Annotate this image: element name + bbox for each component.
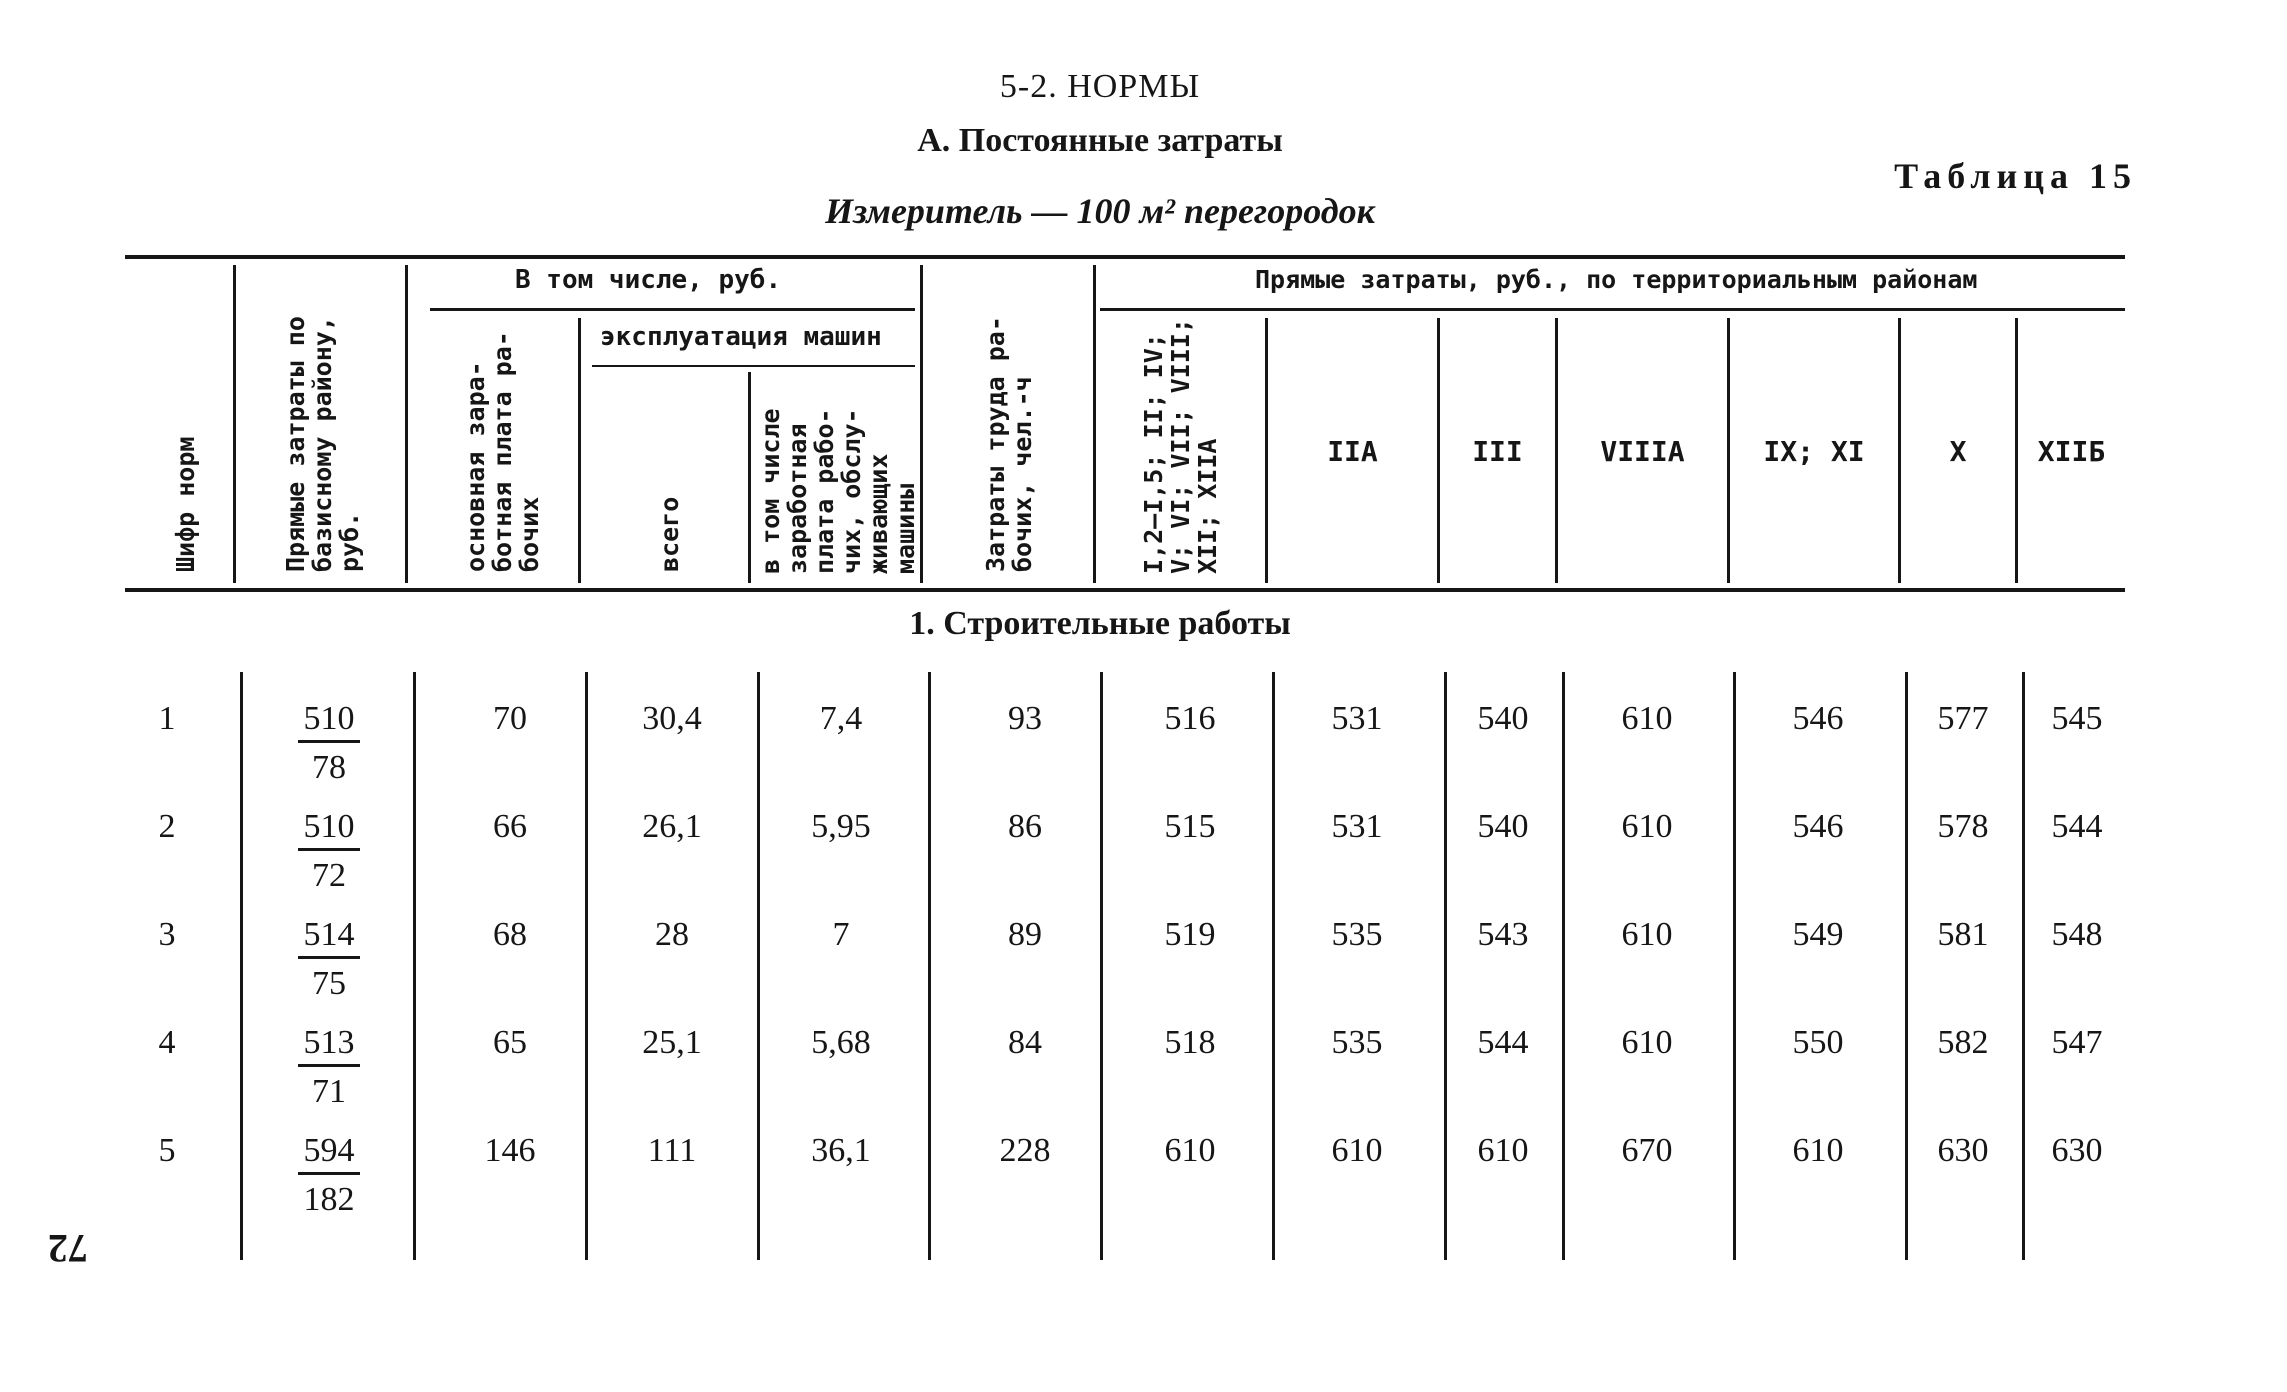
cell-region-1: 518 (1164, 1024, 1216, 1061)
body-divider (1272, 672, 1275, 1260)
body-divider (585, 672, 588, 1260)
col-head-text: основная зара- (461, 361, 490, 572)
cell-direct-base (284, 1132, 374, 1219)
cell-code: 2 (158, 808, 176, 845)
cell-region-iia: 531 (1331, 808, 1383, 845)
page-number: 72 (48, 1226, 88, 1271)
cell-region-iia: 535 (1331, 916, 1383, 953)
col-head-region-viiia: VIIIA (1600, 435, 1685, 468)
col-head-text: машины (891, 483, 920, 574)
cell-region-iia: 610 (1331, 1132, 1383, 1169)
col-head-code (172, 437, 199, 572)
section-title: 1. Строительные работы (909, 605, 1291, 642)
cell-direct-base (284, 916, 374, 1003)
cell-region-x: 582 (1937, 1024, 1989, 1061)
cell-region-x: 630 (1937, 1132, 1989, 1169)
col-head-text: руб. (335, 511, 364, 572)
cell-direct-base (284, 1024, 374, 1111)
cell-wages: 65 (493, 1024, 527, 1061)
cell-region-ix-xi: 546 (1792, 700, 1844, 737)
body-divider (2022, 672, 2025, 1260)
col-head-text: Прямые затраты по (281, 316, 310, 572)
header-divider (578, 318, 581, 583)
cell-labor: 228 (999, 1132, 1051, 1169)
cell-machines: 111 (647, 1132, 697, 1169)
cell-region-xiib: 547 (2051, 1024, 2103, 1061)
header-divider (920, 265, 923, 583)
col-head-text: ботная плата ра- (488, 331, 517, 572)
col-head-machines-wages (757, 408, 919, 574)
cell-code: 5 (158, 1132, 176, 1169)
cell-region-ix-xi: 550 (1792, 1024, 1844, 1061)
fraction-denominator: 71 (298, 1064, 360, 1111)
fraction-numerator: 513 (303, 1024, 355, 1061)
cell-region-xiib: 630 (2051, 1132, 2103, 1169)
cell-region-xiib: 545 (2051, 700, 2103, 737)
fraction-numerator: 510 (303, 700, 355, 737)
col-head-region-ix-xi: IX; XI (1763, 435, 1865, 468)
cell-labor: 86 (1008, 808, 1042, 845)
body-divider (1562, 672, 1565, 1260)
cell-region-xiib: 544 (2051, 808, 2103, 845)
cell-region-iii: 540 (1477, 808, 1529, 845)
col-head-region-xiib: XIIБ (2037, 435, 2106, 468)
cell-machines-wages: 5,68 (811, 1024, 871, 1061)
cell-region-x: 581 (1937, 916, 1989, 953)
col-head-wages (462, 331, 543, 572)
cell-labor: 84 (1008, 1024, 1042, 1061)
cell-region-x: 578 (1937, 808, 1989, 845)
cell-region-iii: 610 (1477, 1132, 1529, 1169)
col-head-labor (982, 316, 1036, 572)
cell-region-1: 515 (1164, 808, 1216, 845)
body-divider (413, 672, 416, 1260)
cell-direct-base (284, 808, 374, 895)
col-head-text: всего (655, 496, 684, 572)
header-bottom-rule (125, 588, 2125, 592)
body-divider (1905, 672, 1908, 1260)
col-head-region-iia: IIA (1327, 435, 1378, 468)
subsection-heading: А. Постоянные затраты (917, 122, 1283, 159)
fraction-denominator: 75 (298, 956, 360, 1003)
cell-region-iia: 531 (1331, 700, 1383, 737)
col-group-regions: Прямые затраты, руб., по территориальным районам (1255, 265, 1978, 294)
body-divider (757, 672, 760, 1260)
col-head-text: I,2—I,5; II; IV; (1139, 333, 1168, 574)
cell-region-xiib: 548 (2051, 916, 2103, 953)
fraction-numerator: 594 (303, 1132, 355, 1169)
cell-code: 4 (158, 1024, 176, 1061)
cell-direct-base (284, 700, 374, 787)
col-head-text: в том числе (756, 408, 785, 574)
meter-caption: Измеритель — 100 м² перегородок (825, 191, 1375, 231)
col-head-text: V; VI; VII; VIII; (1166, 318, 1195, 574)
col-head-text: бочих (515, 496, 544, 572)
cell-machines-wages: 36,1 (811, 1132, 871, 1169)
cell-machines: 25,1 (642, 1024, 702, 1061)
cell-region-iii: 544 (1477, 1024, 1529, 1061)
cell-machines-wages: 5,95 (811, 808, 871, 845)
col-group-incl: В том числе, руб. (515, 265, 782, 295)
cell-region-viiia: 610 (1621, 1024, 1673, 1061)
cell-machines: 26,1 (642, 808, 702, 845)
col-head-text: XII; XIIA (1193, 438, 1222, 574)
col-head-region-x: X (1949, 435, 1967, 468)
col-head-text: живающих (864, 453, 893, 574)
cell-wages: 70 (493, 700, 527, 737)
fraction-denominator: 72 (298, 848, 360, 895)
col-group-machines: эксплуатация машин (600, 322, 882, 352)
header-divider (1093, 265, 1096, 583)
cell-region-ix-xi: 610 (1792, 1132, 1844, 1169)
body-divider (1444, 672, 1447, 1260)
fraction-numerator: 510 (303, 808, 355, 845)
body-divider (240, 672, 243, 1260)
col-head-text: чих, обслу- (837, 408, 866, 574)
header-divider (405, 265, 408, 583)
col-head-text: Шифр норм (171, 436, 200, 572)
cell-region-ix-xi: 549 (1792, 916, 1844, 953)
cell-region-1: 610 (1164, 1132, 1216, 1169)
incl-group-rule (430, 308, 915, 311)
cell-machines: 28 (655, 916, 689, 953)
cell-wages: 146 (484, 1132, 536, 1169)
fraction-denominator: 182 (298, 1172, 360, 1219)
cell-code: 3 (158, 916, 176, 953)
body-divider (1100, 672, 1103, 1260)
cell-region-iii: 543 (1477, 916, 1529, 953)
fraction-numerator: 514 (303, 916, 355, 953)
fraction-denominator: 78 (298, 740, 360, 787)
cell-machines: 30,4 (642, 700, 702, 737)
cell-machines-wages: 7 (832, 916, 850, 953)
table-label: Таблица 15 (1894, 156, 2137, 196)
cell-wages: 66 (493, 808, 527, 845)
cell-region-iia: 535 (1331, 1024, 1383, 1061)
regions-group-rule (1100, 308, 2125, 311)
col-head-machines-total (656, 497, 683, 572)
col-head-text: Затраты труда ра- (981, 316, 1010, 572)
col-head-text: бочих, чел.-ч (1008, 376, 1037, 572)
header-divider (748, 372, 751, 583)
cell-region-ix-xi: 546 (1792, 808, 1844, 845)
cell-region-1: 519 (1164, 916, 1216, 953)
cell-region-viiia: 610 (1621, 700, 1673, 737)
cell-wages: 68 (493, 916, 527, 953)
col-head-region-1 (1140, 318, 1221, 574)
cell-code: 1 (158, 700, 176, 737)
col-head-text: базисному району, (308, 316, 337, 572)
table-top-rule (125, 255, 2125, 259)
cell-labor: 93 (1008, 700, 1042, 737)
cell-region-viiia: 610 (1621, 808, 1673, 845)
cell-machines-wages: 7,4 (819, 700, 863, 737)
body-divider (1733, 672, 1736, 1260)
cell-region-iii: 540 (1477, 700, 1529, 737)
cell-region-1: 516 (1164, 700, 1216, 737)
body-divider (928, 672, 931, 1260)
col-head-text: заработная (783, 423, 812, 574)
header-divider (233, 265, 236, 583)
section-heading: 5-2. НОРМЫ (999, 68, 1201, 105)
col-head-direct-base (282, 316, 363, 572)
cell-region-x: 577 (1937, 700, 1989, 737)
cell-labor: 89 (1008, 916, 1042, 953)
col-head-text: плата рабо- (810, 408, 839, 574)
machines-group-rule (592, 365, 915, 367)
cell-region-viiia: 670 (1621, 1132, 1673, 1169)
col-head-region-iii: III (1472, 435, 1523, 468)
cell-region-viiia: 610 (1621, 916, 1673, 953)
